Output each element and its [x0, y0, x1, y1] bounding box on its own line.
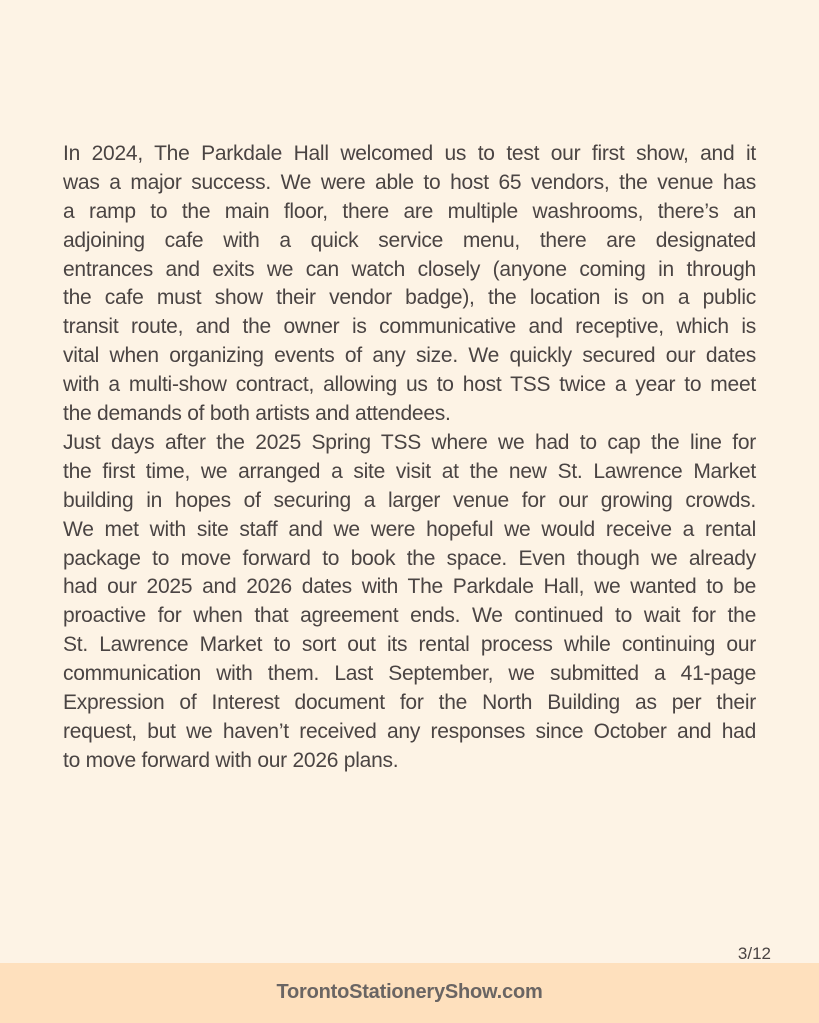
text-line: adjoining cafe with a quick service menu, there are designated: [63, 228, 756, 252]
text-line: to move forward with our 2026 plans.: [63, 748, 399, 772]
text-line: the demands of both artists and attendees.: [63, 402, 451, 426]
text-line: the first time, we arranged a site visit at the new St. Lawrence Market: [63, 459, 756, 483]
text-line: the cafe must show their vendor badge), the location is on a public: [63, 286, 756, 310]
paragraph-parkdale-hall: [63, 140, 756, 429]
text-line: package to move forward to book the space. Even though we already: [63, 546, 756, 570]
text-line: proactive for when that agreement ends. We continued to wait for the: [63, 604, 756, 628]
text-line: St. Lawrence Market to sort out its rental process while continuing our: [63, 633, 756, 657]
text-line: Expression of Interest document for the North Building as per their: [63, 691, 756, 715]
text-line: vital when organizing events of any size. We quickly secured our dates: [63, 344, 756, 368]
footer-band: [0, 963, 819, 1023]
text-line: In 2024, The Parkdale Hall welcomed us to test our first show, and it: [63, 142, 756, 165]
paragraph-st-lawrence-market: [63, 429, 756, 776]
text-line: communication with them. Last September, we submitted a 41-page: [63, 662, 756, 686]
text-line: with a multi-show contract, allowing us to host TSS twice a year to meet: [63, 373, 756, 397]
text-line: building in hopes of securing a larger venue for our growing crowds.: [63, 488, 756, 512]
text-line: was a major success. We were able to host 65 vendors, the venue has: [63, 170, 756, 194]
text-line: had our 2025 and 2026 dates with The Parkdale Hall, we wanted to be: [63, 575, 756, 599]
footer-website-link[interactable]: TorontoStationeryShow.com: [276, 981, 543, 1003]
page-number: 3/12: [737, 944, 771, 963]
text-line: Just days after the 2025 Spring TSS where we had to cap the line for: [63, 431, 756, 454]
text-line: request, but we haven’t received any responses since October and had: [63, 719, 756, 743]
text-line: transit route, and the owner is communicative and receptive, which is: [63, 315, 756, 339]
text-line: entrances and exits we can watch closely (anyone coming in through: [63, 257, 756, 281]
text-line: a ramp to the main floor, there are multiple washrooms, there’s an: [63, 199, 756, 223]
text-line: We met with site staff and we were hopeful we would receive a rental: [63, 517, 756, 541]
